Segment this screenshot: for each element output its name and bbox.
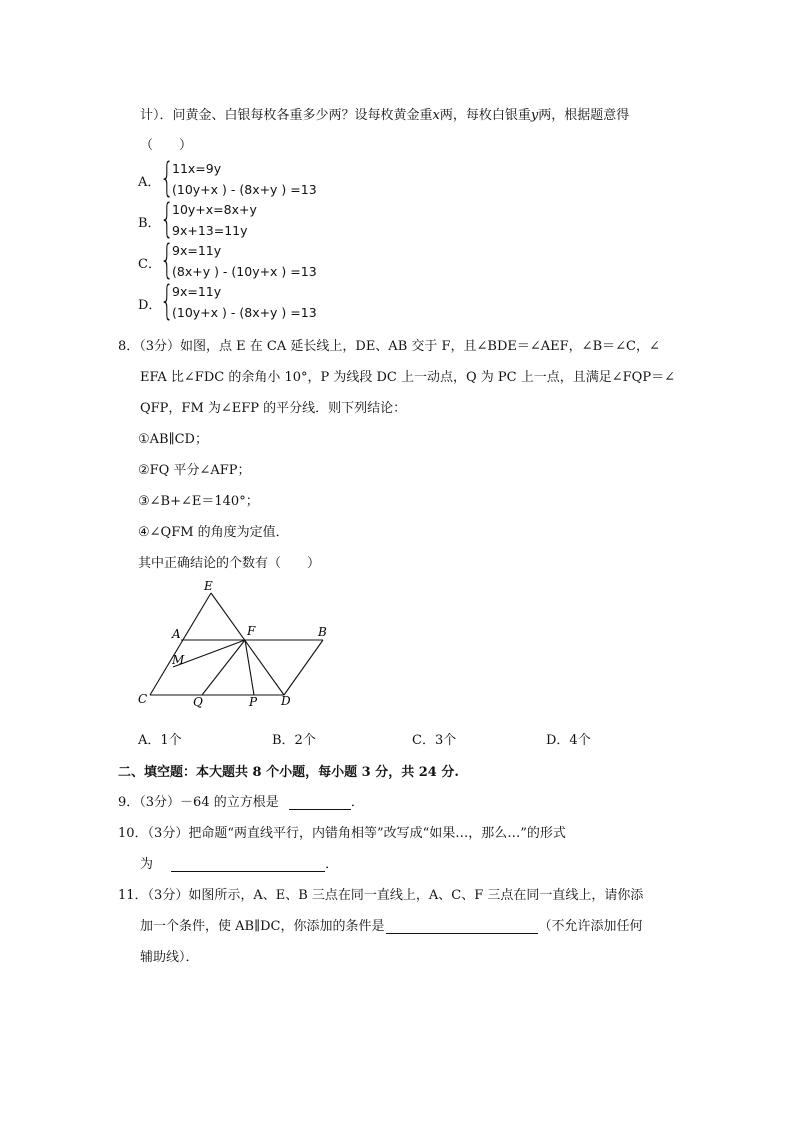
option-label: A． [138,175,161,190]
label-q: Q [193,695,203,709]
equation-1: 10y+x=8x+y [172,202,257,217]
equation-1: 9x=11y [172,243,222,258]
option-label: C． [138,257,161,272]
equation-2: (10y+x ) - (8x+y ) =13 [172,305,317,320]
q8-conclusion-1: ①AB∥CD； [138,432,208,447]
q10-line2-text: 为 [140,857,154,872]
q7-paren: （ ） [140,138,193,153]
q7-line1-text: 计）．问黄金、白银每枚各重多少两？设每枚黄金重 [140,108,433,123]
q9 [118,791,364,810]
label-f: F [247,624,256,638]
q8-conclusion-3: ③∠B+∠E＝140°； [138,494,259,509]
q8-line1: 8．（3分）如图，点 E 在 CA 延长线上，DE、AB 交于 F，且∠BDE＝∠AEF，∠B＝∠C，∠ [118,339,660,354]
label-p: P [249,695,258,709]
brace-icon: { [160,155,174,201]
q8-option-b[interactable]: B．2个 [272,733,316,748]
equation-1: 9x=11y [172,284,222,299]
q8-line2: EFA 比∠FDC 的余角小 10°，P 为线段 DC 上一动点，Q 为 PC 上一点，且满足∠FQP＝∠ [140,370,675,385]
label-b: B [318,625,327,639]
q7-line1-end: 两，根据题意得 [538,108,630,123]
q10-line1: 10．（3分）把命题“两直线平行，内错角相等”改写成“如果…，那么…”的形式 [118,826,566,841]
q11-line1: 11．（3分）如图所示，A、E、B 三点在同一直线上，A、C、F 三点在同一直线上，请你添 [118,888,644,903]
q8-option-c[interactable]: C．3个 [412,733,457,748]
q10-answer-blank[interactable] [171,856,325,872]
q8-conclusion-2: ②FQ 平分∠AFP； [138,463,251,478]
q10-end: ． [325,857,339,872]
label-a: A [172,627,181,641]
q9-answer-blank[interactable] [289,794,351,810]
section-heading: 二、填空题：本大题共 8 个小题，每小题 3 分，共 24 分. [118,765,459,780]
q11-line2-start: 加一个条件，使 AB∥DC，你添加的条件是 [140,919,385,934]
q7-var-x: x [432,108,440,123]
q8-ask: 其中正确结论的个数有（ ） [138,556,321,571]
q11-line2-end: （不允许添加任何 [538,919,643,934]
label-e: E [204,579,213,593]
equation-2: (10y+x ) - (8x+y ) =13 [172,182,317,197]
q8-conclusion-4: ④∠QFM 的角度为定值． [138,525,289,540]
brace-icon: { [160,237,174,283]
q11-answer-blank[interactable] [386,918,538,934]
equation-2: 9x+13=11y [172,223,248,238]
q7-line1 [140,104,629,123]
q9-text: 9．（3分）－64 的立方根是 [118,795,279,810]
equation-1: 11x=9y [172,161,222,176]
q11-line2 [140,915,642,934]
brace-icon: { [160,278,174,324]
q9-end: ． [350,795,364,810]
q11-line3: 辅助线）． [140,950,199,965]
q8-option-d[interactable]: D．4个 [546,733,591,748]
q7-var-y: y [530,108,539,123]
q7-line1-mid: 两，每枚白银重 [439,108,531,123]
q8-option-a[interactable]: A．1个 [138,733,182,748]
label-m: M [172,653,185,667]
q8-line3: QFP，FM 为∠EFP 的平分线．则下列结论： [140,401,407,416]
label-d: D [281,694,291,708]
equation-2: (8x+y ) - (10y+x ) =13 [172,264,317,279]
label-c: C [138,692,148,706]
q10-line2 [140,853,338,872]
geometry-figure [130,578,340,713]
brace-icon: { [160,196,174,242]
option-label: B． [138,216,161,231]
option-label: D． [138,298,162,313]
